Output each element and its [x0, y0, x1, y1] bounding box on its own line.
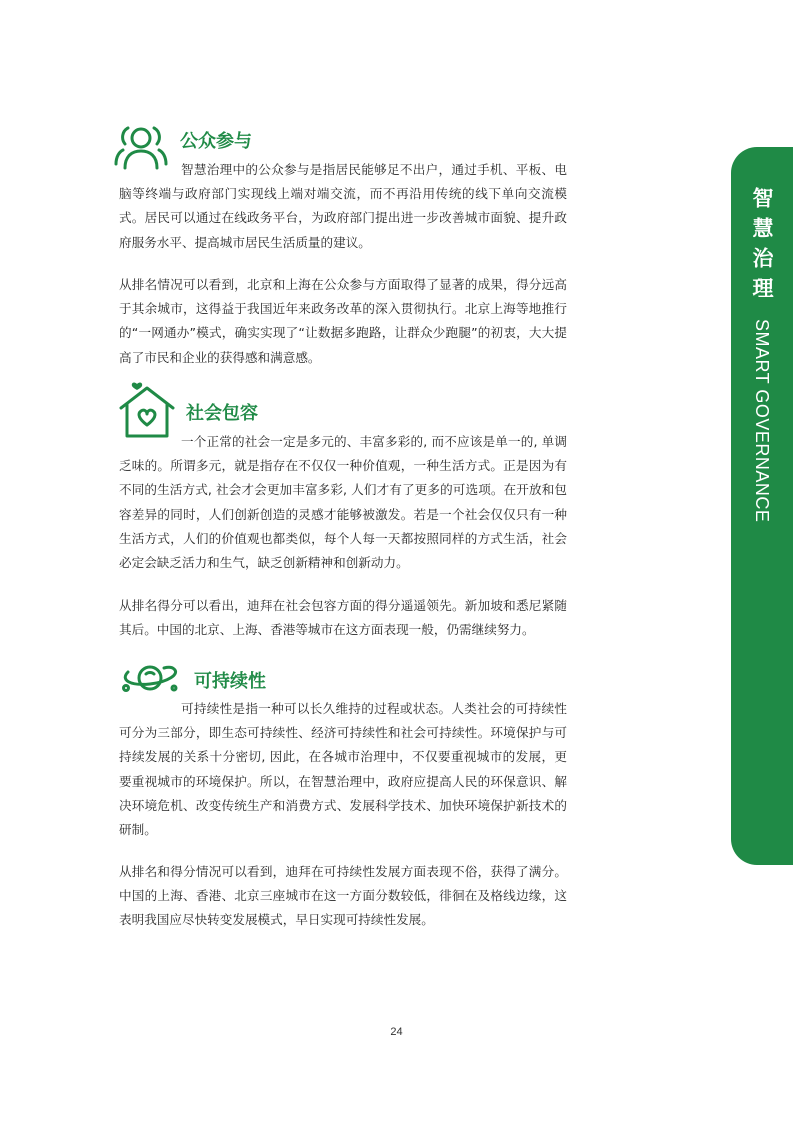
- side-tab-text: [747, 187, 777, 522]
- section-paragraph: 从排名和得分情况可以看到，迪拜在可持续性发展方面表现不俗，获得了满分。中国的上海、香港、北京三座城市在这一方面分数较低，徘徊在及格线边缘，这表明我国应尽快转变发展模式，早日实现可持续性发展。: [119, 864, 567, 928]
- section-title-social-inclusion: 社会包容: [186, 403, 258, 424]
- planet-icon: [118, 658, 182, 698]
- side-tab-english: SMART GOVERNANCE: [752, 319, 772, 523]
- section-title-sustainability: 可持续性: [194, 671, 266, 692]
- section-paragraph: 可持续性是指一种可以长久维持的过程或状态。人类社会的可持续性可分为三部分，即生态可持续性、经济可持续性和社会可持续性。环境保护与可持续发展的关系十分密切, 因此，在各城市治理中，不仅要重视城市的发展，更要重视城市的环境保护。所以，在智慧治理中，政府应提高人民的环保意识、解决环境危机、改变传统生产和消费方式、发展科学技术、加快环境保护新技术的研制。: [119, 701, 567, 838]
- section-paragraph: 智慧治理中的公众参与是指居民能够足不出户，通过手机、平板、电脑等终端与政府部门实现线上端对端交流，而不再沿用传统的线下单向交流模式。居民可以通过在线政务平台，为政府部门提出进一步改善城市面貌、提升政府服务水平、提高城市居民生活质量的建议。: [119, 162, 567, 250]
- section-paragraph: 一个正常的社会一定是多元的、丰富多彩的, 而不应该是单一的, 单调乏味的。所谓多元，就是指存在不仅仅一种价值观，一种生活方式。正是因为有不同的生活方式, 社会才会更加丰富多彩, 人们才有了更多的可选项。在开放和包容差异的同时，人们创新创造的灵感才能够被激发。若是一个社会仅仅只有一种生活方式，人们的价值观也都类似，每个人每一天都按照同样的方式生活，社会必定会缺乏活力和生气，缺乏创新精神和创新动力。: [119, 434, 567, 571]
- section-paragraph: 从排名情况可以看到，北京和上海在公众参与方面取得了显著的成果，得分远高于其余城市，这得益于我国近年来政务改革的深入贯彻执行。北京上海等地推行的“一网通办”模式，确实实现了“让数据多跑路，让群众少跑腿”的初衷，大大提高了市民和企业的获得感和满意感。: [119, 277, 567, 365]
- section-title-public-participation: 公众参与: [180, 131, 252, 152]
- side-tab: [731, 147, 793, 865]
- page-number: 24: [390, 1026, 403, 1038]
- section-paragraph: 从排名得分可以看出，迪拜在社会包容方面的得分遥遥领先。新加坡和悉尼紧随其后。中国的北京、上海、香港等城市在这方面表现一般，仍需继续努力。: [119, 598, 567, 638]
- side-tab-chinese: 智慧治理: [750, 187, 774, 307]
